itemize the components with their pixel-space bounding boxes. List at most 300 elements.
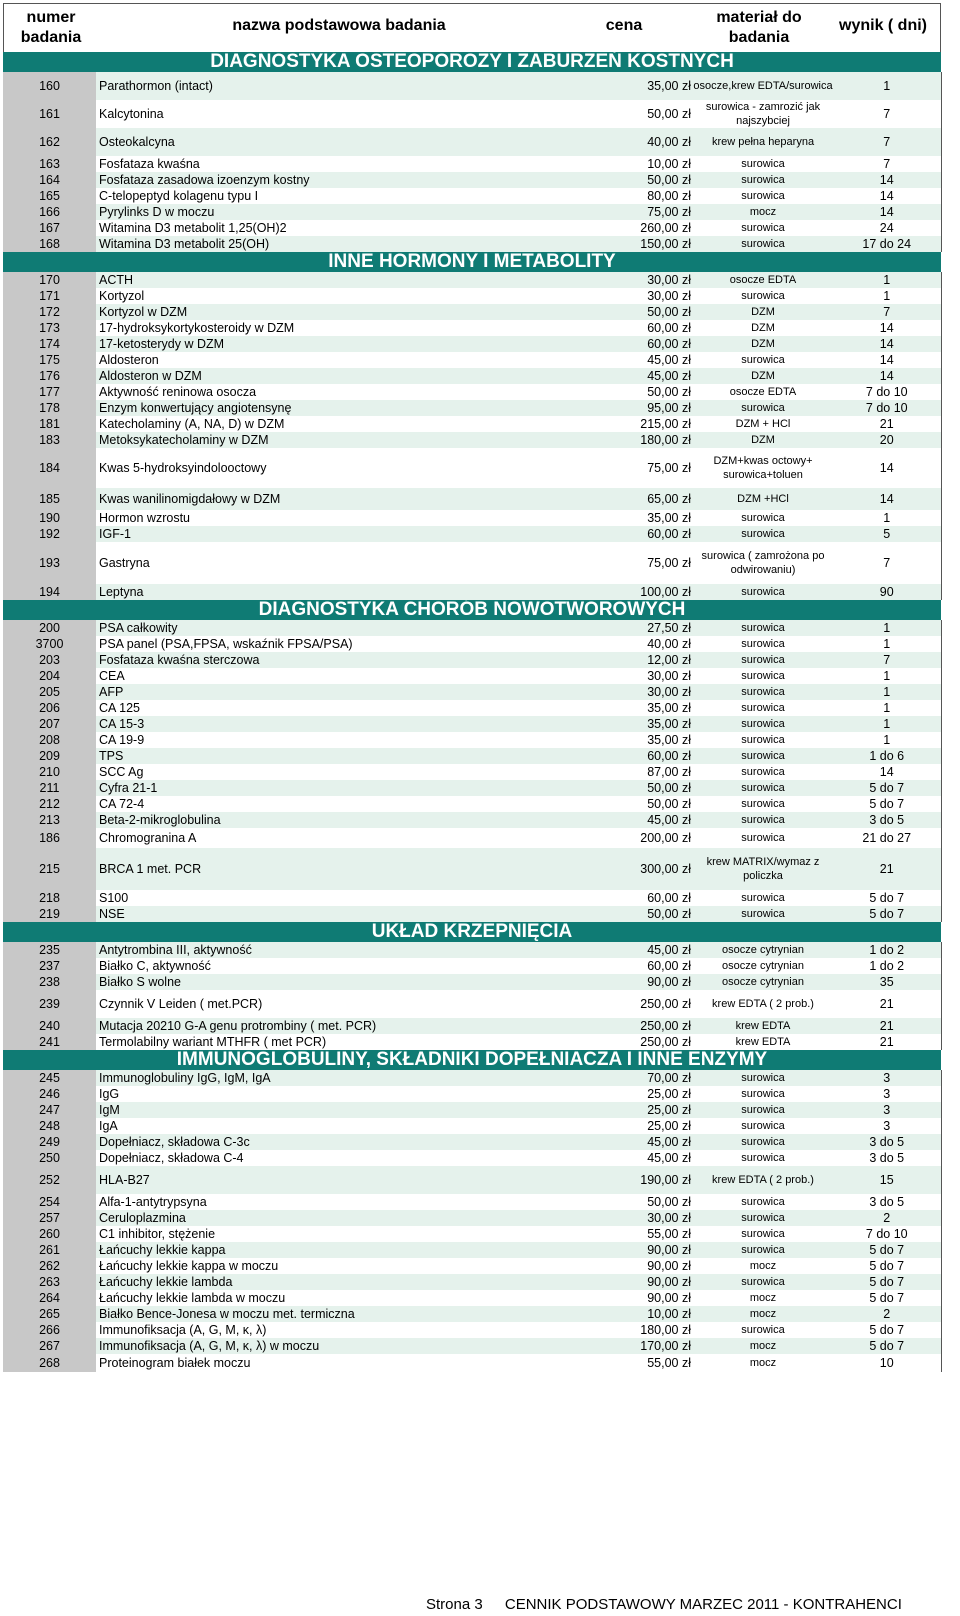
- test-result-days: 5 do 7: [833, 780, 941, 796]
- test-price: 87,00 zł: [647, 764, 691, 779]
- test-material: surowica: [693, 652, 833, 668]
- test-result-days: 14: [833, 336, 941, 352]
- test-name: Kwas wanilinomigdałowy w DZM: [96, 488, 616, 510]
- test-number: 186: [3, 828, 96, 848]
- section-header: [3, 922, 941, 942]
- test-price: 100,00 zł: [616, 584, 693, 600]
- test-result-days: 7 do 10: [833, 1226, 941, 1242]
- test-price: 80,00 zł: [647, 188, 691, 203]
- test-name: CA 19-9: [99, 732, 145, 747]
- test-result-days: 5 do 7: [833, 890, 941, 906]
- test-number: 163: [3, 156, 96, 172]
- test-result-days: 5 do 7: [833, 1322, 941, 1338]
- test-price: 35,00 zł: [647, 510, 691, 525]
- test-name: Łańcuchy lekkie kappa w moczu: [99, 1258, 279, 1273]
- test-price: 55,00 zł: [647, 1226, 691, 1241]
- test-price: 30,00 zł: [616, 272, 693, 288]
- test-price: 215,00 zł: [640, 416, 691, 431]
- test-price: 60,00 zł: [616, 336, 693, 352]
- test-name: Fosfataza zasadowa izoenzym kostny: [96, 172, 616, 188]
- test-number: 193: [3, 542, 96, 584]
- test-name: Białko Bence-Jonesa w moczu met. termiczna: [96, 1306, 616, 1322]
- test-material: DZM: [693, 304, 833, 320]
- table-row: [3, 668, 941, 684]
- test-number: 203: [3, 652, 96, 668]
- test-name: Parathormon (intact): [96, 72, 616, 100]
- test-result-days: 1: [833, 700, 941, 716]
- table-row: [3, 732, 941, 748]
- table-row: [3, 1034, 941, 1050]
- test-material: surowica: [741, 158, 785, 170]
- test-result-days: 5 do 7: [833, 906, 941, 922]
- test-price: 27,50 zł: [616, 620, 693, 636]
- test-material: surowica: [693, 906, 833, 922]
- test-number: 175: [3, 352, 96, 368]
- table-row: [3, 336, 941, 352]
- test-number: 172: [3, 304, 96, 320]
- test-name: C-telopeptyd kolagenu typu I: [99, 188, 259, 203]
- test-name: Łańcuchy lekkie lambda w moczu: [99, 1290, 286, 1305]
- test-material: surowica: [741, 734, 785, 746]
- table-row: [3, 156, 941, 172]
- test-number: 245: [3, 1070, 96, 1086]
- test-number: 247: [3, 1102, 96, 1118]
- table-row: [3, 542, 941, 584]
- test-price: 250,00 zł: [640, 1034, 691, 1049]
- test-number: 166: [3, 204, 96, 220]
- table-row: [3, 1354, 941, 1372]
- test-number: 248: [3, 1118, 96, 1134]
- test-number: 184: [3, 448, 96, 488]
- test-result-days: 14: [833, 764, 941, 780]
- test-price: 30,00 zł: [616, 1210, 693, 1226]
- test-number: 257: [3, 1210, 96, 1226]
- test-number: 165: [3, 188, 96, 204]
- test-material: surowica: [741, 512, 785, 524]
- test-name: Aldosteron w DZM: [96, 368, 616, 384]
- test-material: surowica: [741, 290, 785, 302]
- test-name: CA 15-3: [96, 716, 616, 732]
- test-number: 183: [3, 432, 96, 448]
- test-result-days: 24: [833, 220, 941, 236]
- test-result-days: 35: [833, 974, 941, 990]
- table-row: [3, 780, 941, 796]
- test-material: mocz: [749, 1260, 777, 1272]
- test-price: 180,00 zł: [640, 1322, 691, 1337]
- test-result-days: 3 do 5: [833, 812, 941, 828]
- table-row: [3, 1226, 941, 1242]
- test-result-days: 7 do 10: [833, 384, 941, 400]
- test-number: 207: [3, 716, 96, 732]
- test-material: mocz: [693, 1306, 833, 1322]
- test-result-days: 7: [833, 652, 941, 668]
- test-material: mocz: [693, 204, 833, 220]
- test-name: Alfa-1-antytrypsyna: [99, 1194, 207, 1209]
- test-number: 167: [3, 220, 96, 236]
- test-price: 260,00 zł: [640, 220, 691, 235]
- table-row: [3, 1290, 941, 1306]
- test-number: 170: [3, 272, 96, 288]
- test-name: 17-hydroksykortykosteroidy w DZM: [99, 320, 295, 335]
- test-name: BRCA 1 met. PCR: [96, 848, 616, 890]
- section-header: [3, 252, 941, 272]
- test-price: 90,00 zł: [647, 1290, 691, 1305]
- table-row: [3, 1210, 941, 1226]
- table-row: [3, 796, 941, 812]
- table-row: [3, 1118, 941, 1134]
- table-row: [3, 188, 941, 204]
- test-material: surowica: [741, 832, 785, 844]
- test-material: mocz: [749, 1357, 777, 1369]
- table-row: [3, 368, 941, 384]
- test-result-days: 1: [833, 272, 941, 288]
- test-material: osocze EDTA: [693, 272, 833, 288]
- test-result-days: 5 do 7: [833, 1258, 941, 1274]
- table-row: [3, 812, 941, 828]
- test-price: 25,00 zł: [616, 1102, 693, 1118]
- test-name: Gastryna: [99, 555, 150, 570]
- test-material: krew pełna heparyna: [693, 128, 833, 156]
- test-number: 161: [3, 100, 96, 128]
- test-material: surowica: [693, 1210, 833, 1226]
- header-price: cena: [605, 17, 643, 34]
- test-price: 170,00 zł: [616, 1338, 693, 1354]
- table-row: [3, 716, 941, 732]
- test-result-days: 17 do 24: [833, 236, 941, 252]
- section-header: [3, 600, 941, 620]
- test-name: S100: [99, 890, 129, 905]
- test-number: 200: [3, 620, 96, 636]
- test-name: Metoksykatecholaminy w DZM: [96, 432, 616, 448]
- test-number: 192: [3, 526, 96, 542]
- table-row: [3, 1166, 941, 1194]
- test-name: 17-ketosterydy w DZM: [96, 336, 616, 352]
- table-row: [3, 636, 941, 652]
- test-material: surowica: [741, 638, 785, 650]
- test-name: Ceruloplazmina: [96, 1210, 616, 1226]
- test-price: 30,00 zł: [647, 668, 691, 683]
- table-row: [3, 320, 941, 336]
- test-material: krew EDTA: [693, 1018, 833, 1034]
- table-row: [3, 204, 941, 220]
- test-material: surowica: [741, 354, 785, 366]
- table-row: [3, 72, 941, 100]
- test-name: Białko C, aktywność: [99, 958, 211, 973]
- test-price: 10,00 zł: [616, 1306, 693, 1322]
- test-price: 50,00 zł: [616, 780, 693, 796]
- test-name: Fosfataza kwaśna: [99, 156, 200, 171]
- section-title: INNE HORMONY I METABOLITY: [3, 252, 941, 272]
- table-row: [3, 1322, 941, 1338]
- test-price: 90,00 zł: [616, 974, 693, 990]
- test-name: Fosfataza kwaśna sterczowa: [96, 652, 616, 668]
- table-row: [3, 220, 941, 236]
- test-price: 200,00 zł: [640, 830, 691, 845]
- test-number: 160: [3, 72, 96, 100]
- test-material: krew MATRIX/wymaz z policzka: [693, 848, 833, 890]
- test-price: 75,00 zł: [647, 555, 691, 570]
- test-name: Katecholaminy (A, NA, D) w DZM: [99, 416, 285, 431]
- test-result-days: 5 do 7: [833, 1242, 941, 1258]
- section-header: [3, 1050, 941, 1070]
- test-material: surowica: [741, 892, 785, 904]
- table-row: [3, 990, 941, 1018]
- test-number: 218: [3, 890, 96, 906]
- table-row: [3, 828, 941, 848]
- test-name: Dopełniacz, składowa C-3c: [96, 1134, 616, 1150]
- test-result-days: 14: [833, 320, 941, 336]
- test-number: 246: [3, 1086, 96, 1102]
- test-price: 50,00 zł: [616, 304, 693, 320]
- table-header: [3, 3, 941, 52]
- test-price: 50,00 zł: [647, 796, 691, 811]
- test-number: 212: [3, 796, 96, 812]
- section-header: [3, 52, 941, 72]
- test-name: Czynnik V Leiden ( met.PCR): [99, 996, 263, 1011]
- test-result-days: 7 do 10: [833, 400, 941, 416]
- test-result-days: 20: [833, 432, 941, 448]
- test-number: 261: [3, 1242, 96, 1258]
- test-material: mocz: [693, 1338, 833, 1354]
- table-row: [3, 236, 941, 252]
- table-row: [3, 1134, 941, 1150]
- test-material: surowica: [693, 1242, 833, 1258]
- test-price: 150,00 zł: [616, 236, 693, 252]
- table-row: [3, 1150, 941, 1166]
- test-name: Proteinogram białek moczu: [99, 1355, 251, 1370]
- test-number: 176: [3, 368, 96, 384]
- table-row: [3, 128, 941, 156]
- test-name: PSA całkowity: [96, 620, 616, 636]
- test-material: mocz: [749, 1292, 777, 1304]
- test-name: Osteokalcyna: [96, 128, 616, 156]
- test-name: Kortyzol: [99, 288, 145, 303]
- table-row: [3, 304, 941, 320]
- test-name: IGF-1: [96, 526, 616, 542]
- test-number: 252: [3, 1166, 96, 1194]
- test-price: 40,00 zł: [647, 636, 691, 651]
- test-result-days: 1: [833, 288, 941, 304]
- header-name: nazwa podstawowa badania: [232, 17, 446, 34]
- test-number: 219: [3, 906, 96, 922]
- test-result-days: 7: [833, 304, 941, 320]
- test-number: 215: [3, 848, 96, 890]
- test-material: surowica ( zamrożona po odwirowaniu): [701, 550, 825, 576]
- test-price: 60,00 zł: [647, 320, 691, 335]
- test-price: 70,00 zł: [616, 1070, 693, 1086]
- test-number: 264: [3, 1290, 96, 1306]
- test-name: AFP: [96, 684, 616, 700]
- table-row: [3, 684, 941, 700]
- test-price: 50,00 zł: [647, 384, 691, 399]
- test-name: Mutacja 20210 G-A genu protrombiny ( met. PCR): [96, 1018, 616, 1034]
- test-result-days: 5 do 7: [833, 1338, 941, 1354]
- test-name: Cyfra 21-1: [96, 780, 616, 796]
- test-name: Kwas 5-hydroksyindolooctowy: [99, 460, 267, 475]
- test-name: Pyrylinks D w moczu: [96, 204, 616, 220]
- test-material: osocze cytrynian: [693, 942, 833, 958]
- test-price: 60,00 zł: [647, 958, 691, 973]
- test-name: Kalcytonina: [99, 106, 164, 121]
- test-name: Immunofiksacja (A, G, M, κ, λ) w moczu: [96, 1338, 616, 1354]
- table-row: [3, 172, 941, 188]
- header-result: wynik ( dni): [839, 17, 927, 34]
- test-material: surowica: [693, 1102, 833, 1118]
- section-title: DIAGNOSTYKA CHORÓB NOWOTWOROWYCH: [3, 600, 941, 620]
- table-row: [3, 1086, 941, 1102]
- test-price: 180,00 zł: [616, 432, 693, 448]
- test-material: surowica: [693, 748, 833, 764]
- test-price: 250,00 zł: [640, 996, 691, 1011]
- test-result-days: 21 do 27: [833, 828, 941, 848]
- test-name: PSA panel (PSA,FPSA, wskaźnik FPSA/PSA): [99, 636, 353, 651]
- test-result-days: 1: [833, 668, 941, 684]
- test-result-days: 21: [833, 990, 941, 1018]
- header-material: materiał do badania: [716, 9, 802, 46]
- test-name: Kortyzol w DZM: [96, 304, 616, 320]
- test-name: Immunoglobuliny IgG, IgM, IgA: [96, 1070, 616, 1086]
- test-name: IgM: [96, 1102, 616, 1118]
- footer-page: Strona 3: [426, 1596, 483, 1613]
- test-name: ACTH: [96, 272, 616, 288]
- test-price: 55,00 zł: [647, 1355, 691, 1370]
- test-material: surowica: [741, 1088, 785, 1100]
- test-number: 240: [3, 1018, 96, 1034]
- test-material: osocze cytrynian: [693, 974, 833, 990]
- table-row: [3, 1274, 941, 1290]
- test-price: 45,00 zł: [616, 1134, 693, 1150]
- test-number: 208: [3, 732, 96, 748]
- test-result-days: 3: [833, 1102, 941, 1118]
- test-price: 35,00 zł: [647, 732, 691, 747]
- test-price: 50,00 zł: [647, 106, 691, 121]
- test-material: surowica: [693, 400, 833, 416]
- test-result-days: 7: [833, 128, 941, 156]
- test-name: Immunofiksacja (A, G, M, κ, λ): [99, 1322, 267, 1337]
- test-material: surowica: [741, 1196, 785, 1208]
- test-number: 267: [3, 1338, 96, 1354]
- test-number: 239: [3, 990, 96, 1018]
- test-material: surowica: [693, 812, 833, 828]
- price-list-sheet: [3, 3, 941, 1372]
- test-price: 95,00 zł: [616, 400, 693, 416]
- test-result-days: 1: [833, 732, 941, 748]
- test-price: 35,00 zł: [647, 700, 691, 715]
- test-price: 300,00 zł: [616, 848, 693, 890]
- test-name: NSE: [96, 906, 616, 922]
- test-result-days: 21: [833, 848, 941, 890]
- test-price: 250,00 zł: [616, 1018, 693, 1034]
- test-number: 262: [3, 1258, 96, 1274]
- test-material: surowica: [693, 716, 833, 732]
- section-title: UKŁAD KRZEPNIĘCIA: [3, 922, 941, 942]
- test-price: 40,00 zł: [616, 128, 693, 156]
- test-name: IgA: [99, 1118, 118, 1133]
- test-price: 90,00 zł: [616, 1274, 693, 1290]
- test-name: CA 125: [99, 700, 141, 715]
- test-result-days: 14: [833, 352, 941, 368]
- test-material: surowica: [693, 684, 833, 700]
- test-number: 185: [3, 488, 96, 510]
- test-price: 45,00 zł: [616, 812, 693, 828]
- test-result-days: 5 do 7: [833, 1290, 941, 1306]
- test-name: C1 inhibitor, stężenie: [99, 1226, 216, 1241]
- test-result-days: 15: [833, 1166, 941, 1194]
- test-result-days: 5: [833, 526, 941, 542]
- test-result-days: 2: [833, 1210, 941, 1226]
- test-price: 45,00 zł: [647, 352, 691, 367]
- test-number: 3700: [3, 636, 96, 652]
- table-row: [3, 974, 941, 990]
- test-name: IgG: [99, 1086, 120, 1101]
- test-material: surowica: [693, 1274, 833, 1290]
- test-result-days: 5 do 7: [833, 1274, 941, 1290]
- test-number: 209: [3, 748, 96, 764]
- test-material: DZM+kwas octowy+ surowica+toluen: [713, 455, 813, 481]
- test-result-days: 1 do 2: [833, 942, 941, 958]
- test-result-days: 3 do 5: [833, 1194, 941, 1210]
- test-result-days: 14: [833, 448, 941, 488]
- test-price: 25,00 zł: [647, 1086, 691, 1101]
- test-name: Termolabilny wariant MTHFR ( met PCR): [99, 1034, 327, 1049]
- test-result-days: 1 do 6: [833, 748, 941, 764]
- test-number: 174: [3, 336, 96, 352]
- test-name: Aktywność reninowa osocza: [99, 384, 257, 399]
- test-name: Enzym konwertujący angiotensynę: [96, 400, 616, 416]
- test-number: 190: [3, 510, 96, 526]
- test-material: krew EDTA ( 2 prob.): [712, 998, 814, 1010]
- test-result-days: 1 do 2: [833, 958, 941, 974]
- table-row: [3, 100, 941, 128]
- test-material: krew EDTA: [735, 1036, 791, 1048]
- test-name: Dopełniacz, składowa C-4: [99, 1150, 244, 1165]
- table-row: [3, 652, 941, 668]
- test-result-days: 3: [833, 1086, 941, 1102]
- test-price: 30,00 zł: [647, 288, 691, 303]
- test-name: Aldosteron: [99, 352, 159, 367]
- test-result-days: 3: [833, 1070, 941, 1086]
- test-result-days: 14: [833, 172, 941, 188]
- test-number: 178: [3, 400, 96, 416]
- price-table: [3, 52, 942, 1372]
- test-number: 238: [3, 974, 96, 990]
- test-number: 173: [3, 320, 96, 336]
- table-row: [3, 416, 941, 432]
- test-name: CEA: [99, 668, 125, 683]
- test-result-days: 3 do 5: [833, 1150, 941, 1166]
- test-name: SCC Ag: [99, 764, 144, 779]
- test-name: Hormon wzrostu: [99, 510, 190, 525]
- test-material: krew EDTA ( 2 prob.): [693, 1166, 833, 1194]
- test-name: Beta-2-mikroglobulina: [96, 812, 616, 828]
- test-material: surowica: [741, 798, 785, 810]
- test-number: 210: [3, 764, 96, 780]
- test-number: 162: [3, 128, 96, 156]
- test-result-days: 7: [833, 100, 941, 128]
- test-result-days: 21: [833, 416, 941, 432]
- test-price: 30,00 zł: [616, 684, 693, 700]
- test-number: 249: [3, 1134, 96, 1150]
- test-material: surowica: [693, 780, 833, 796]
- table-row: [3, 288, 941, 304]
- table-row: [3, 1018, 941, 1034]
- test-material: DZM: [693, 368, 833, 384]
- table-row: [3, 272, 941, 288]
- test-material: surowica: [693, 620, 833, 636]
- test-result-days: 1: [833, 716, 941, 732]
- table-row: [3, 1102, 941, 1118]
- test-price: 190,00 zł: [616, 1166, 693, 1194]
